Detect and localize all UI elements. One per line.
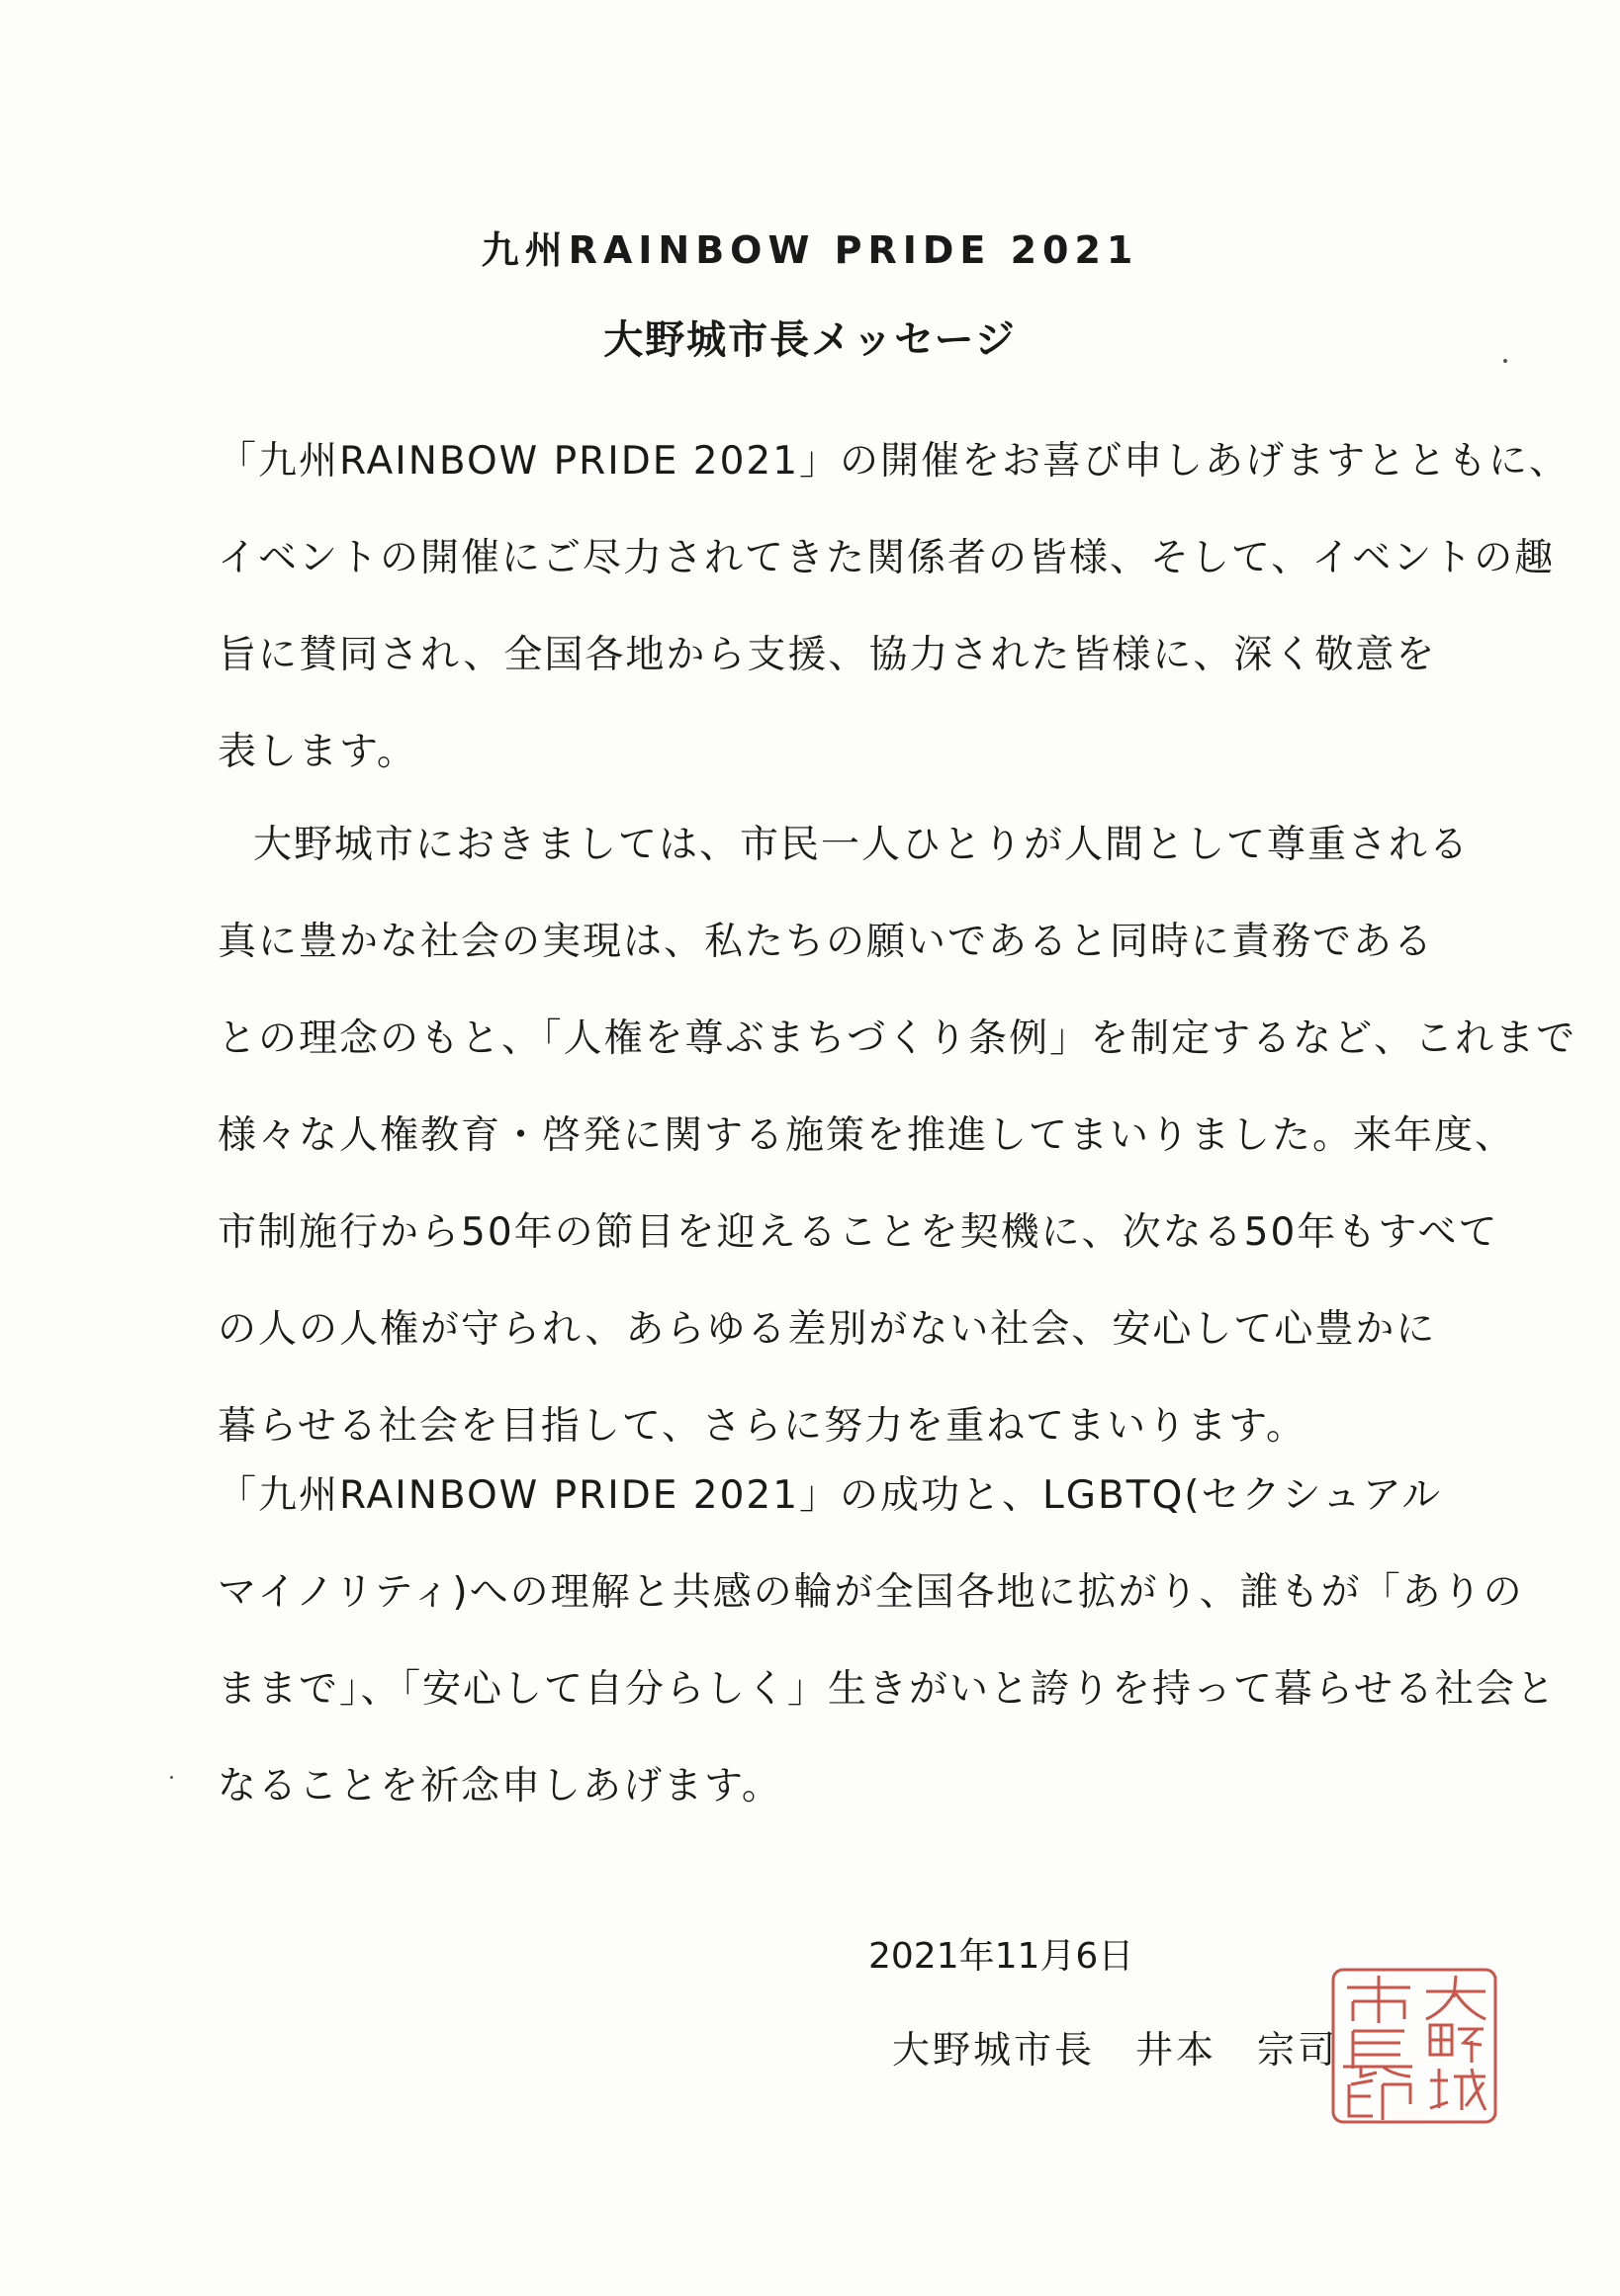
paragraph-1-line: イベントの開催にご尽力されてきた関係者の皆様、そして、イベントの趣 — [218, 536, 1556, 580]
paragraph-3-line: マイノリティ)への理解と共感の輪が全国各地に拡がり、誰もが「ありの — [218, 1570, 1524, 1615]
paragraph-3 — [218, 1448, 1557, 1835]
seal-char-dai — [1426, 1976, 1485, 2019]
official-seal-stamp — [1327, 1964, 1501, 2128]
seal-char-in — [1349, 2080, 1410, 2120]
paragraph-2-line: 真に豊かな社会の実現は、私たちの願いであると同時に責務である — [218, 920, 1435, 964]
seal-char-cho — [1343, 2031, 1412, 2076]
paragraph-3-line: ままで」、「安心して自分らしく」生きがいと誇りを持って暮らせる社会と — [218, 1667, 1557, 1712]
paragraph-1 — [218, 413, 1571, 801]
paragraph-2-line: 様々な人権教育・啓発に関する施策を推進してまいりました。来年度、 — [218, 1113, 1516, 1158]
seal-char-shi — [1347, 1976, 1410, 2023]
paragraph-2-line: 暮らせる社会を目指して、さらに努力を重ねてまいります。 — [218, 1404, 1306, 1449]
paragraph-3-line: 「九州RAINBOW PRIDE 2021」の成功と、LGBTQ(セクシュアル — [218, 1473, 1443, 1518]
paragraph-1-line: 旨に賛同され、全国各地から支援、協力された皆様に、深く敬意を — [218, 633, 1437, 677]
paragraph-2 — [218, 797, 1577, 1475]
signer-name: 大野城市長 井本 宗司 — [892, 2028, 1339, 2072]
paragraph-3-line: なることを祈念申しあげます。 — [218, 1764, 782, 1809]
paragraph-1-line: 表します。 — [218, 730, 417, 774]
seal-char-jo — [1430, 2069, 1485, 2110]
paragraph-2-line: の人の人権が守られ、あらゆる差別がない社会、安心して心豊かに — [218, 1307, 1437, 1352]
document-subtitle: 大野城市長メッセージ — [603, 317, 1017, 363]
paragraph-1-line: 「九州RAINBOW PRIDE 2021」の開催をお喜び申しあげますとともに、 — [218, 439, 1571, 484]
seal-char-no — [1430, 2025, 1484, 2063]
paragraph-2-line: 大野城市におきましては、市民一人ひとりが人間として尊重される — [253, 823, 1471, 867]
paper-speck — [1503, 359, 1507, 363]
document-date: 2021年11月6日 — [868, 1936, 1134, 1977]
paragraph-2-line: との理念のもと、「人権を尊ぶまちづくり条例」を制定するなど、これまで — [218, 1016, 1577, 1061]
paper-speck — [170, 1776, 173, 1779]
document-title: 九州RAINBOW PRIDE 2021 — [481, 228, 1139, 272]
paragraph-2-line: 市制施行から50年の節目を迎えることを契機に、次なる50年もすべて — [218, 1210, 1499, 1255]
